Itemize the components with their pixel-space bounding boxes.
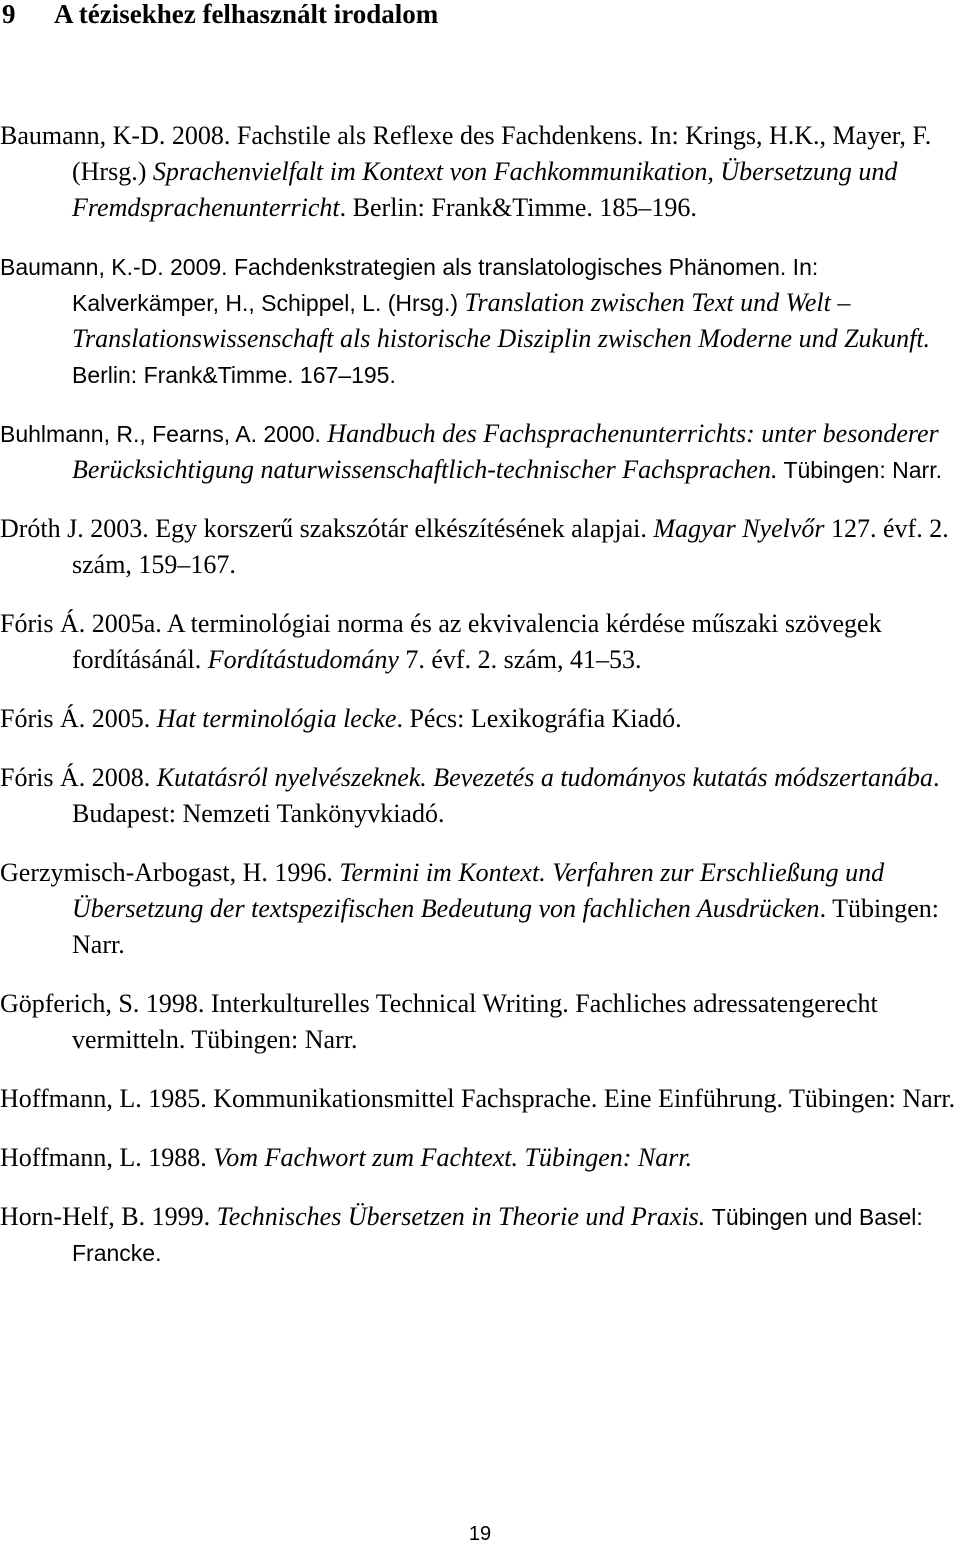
- reference-entry: [0, 701, 958, 737]
- reference-entry: [0, 1140, 958, 1176]
- reference-text: Gerzymisch-Arbogast, H. 1996.: [0, 858, 340, 887]
- reference-entry: [0, 606, 958, 678]
- reference-text: . Budapest: Nemzeti Tankönyvkiadó.: [72, 763, 940, 828]
- reference-text: Fóris Á. 2008.: [0, 763, 157, 792]
- reference-text: Dróth J. 2003. Egy korszerű szakszótár elkészítésének alapjai.: [0, 514, 654, 543]
- reference-text: . Berlin: Frank&Timme. 185–196.: [339, 193, 697, 222]
- reference-text: 127. évf. 2. szám, 159–167.: [72, 514, 949, 579]
- reference-text: Horn-Helf, B. 1999.: [0, 1202, 217, 1231]
- reference-title-italic: Hat terminológia lecke: [156, 704, 397, 733]
- reference-entry: [0, 855, 958, 963]
- reference-text: . Tübingen: Narr.: [72, 894, 939, 959]
- reference-entry: [0, 1081, 958, 1117]
- reference-text: . Pécs: Lexikográfia Kiadó.: [396, 704, 682, 733]
- reference-text: Tübingen: Narr.: [777, 457, 942, 483]
- reference-text: Buhlmann, R., Fearns, A. 2000.: [0, 421, 328, 447]
- reference-entry: [0, 249, 958, 393]
- reference-text: Göpferich, S. 1998. Interkulturelles Technical Writing. Fachliches adressatengerecht vermitteln. Tübingen: Narr.: [0, 989, 878, 1054]
- reference-title-italic: Kutatásról nyelvészeknek. Bevezetés a tudományos kutatás módszertanába: [156, 763, 933, 792]
- reference-entry: [0, 511, 958, 583]
- reference-title-italic: Translation zwischen Text und Welt – Translationswissenschaft als historische Disziplin zwischen Moderne und Zukunft.: [72, 288, 931, 353]
- reference-entry: [0, 416, 958, 488]
- section-title: A tézisekhez felhasznált irodalom: [54, 0, 439, 29]
- reference-entry: [0, 1199, 958, 1271]
- reference-title-italic: Handbuch des Fachsprachenunterrichts: unter besonderer Berücksichtigung naturwissenschaftlich-technischer Fachsprachen.: [72, 419, 939, 484]
- reference-entry: [0, 760, 958, 832]
- reference-text: Baumann, K-D. 2008. Fachstile als Reflexe des Fachdenkens. In: Krings, H.K., Mayer, F. (Hrsg.): [0, 121, 932, 186]
- reference-text: Berlin: Frank&Timme. 167–195.: [72, 362, 396, 388]
- section-number: 9: [2, 0, 16, 29]
- reference-list: [0, 118, 958, 1294]
- reference-entry: [0, 118, 958, 226]
- reference-title-italic: Technisches Übersetzen in Theorie und Praxis.: [216, 1202, 706, 1231]
- reference-text: Baumann, K.-D. 2009. Fachdenkstrategien als translatologisches Phänomen. In: Kalverkämper, H., Schippel, L. (Hrsg.): [0, 254, 819, 316]
- reference-title-italic: Magyar Nyelvőr: [653, 514, 825, 543]
- section-heading: [2, 0, 438, 32]
- reference-title-italic: Fordítástudomány: [207, 645, 399, 674]
- reference-text: Tübingen und Basel: Francke.: [72, 1204, 923, 1266]
- reference-title-italic: Termini im Kontext. Verfahren zur Erschließung und Übersetzung der textspezifischen Bedeutung von fachlichen Ausdrücken: [72, 858, 885, 923]
- reference-title-italic: Sprachenvielfalt im Kontext von Fachkommunikation, Übersetzung und Fremdsprachenunterricht: [72, 157, 898, 222]
- reference-text: Fóris Á. 2005.: [0, 704, 157, 733]
- reference-title-italic: Vom Fachwort zum Fachtext. Tübingen: Narr.: [213, 1143, 693, 1172]
- page-number: 19: [468, 1523, 492, 1545]
- reference-text: Hoffmann, L. 1985. Kommunikationsmittel Fachsprache. Eine Einführung. Tübingen: Narr.: [0, 1084, 956, 1113]
- reference-text: Hoffmann, L. 1988.: [0, 1143, 214, 1172]
- reference-text: 7. évf. 2. szám, 41–53.: [398, 645, 642, 674]
- reference-text: Fóris Á. 2005a. A terminológiai norma és az ekvivalencia kérdése műszaki szövegek fordításánál.: [0, 609, 882, 674]
- reference-entry: [0, 986, 958, 1058]
